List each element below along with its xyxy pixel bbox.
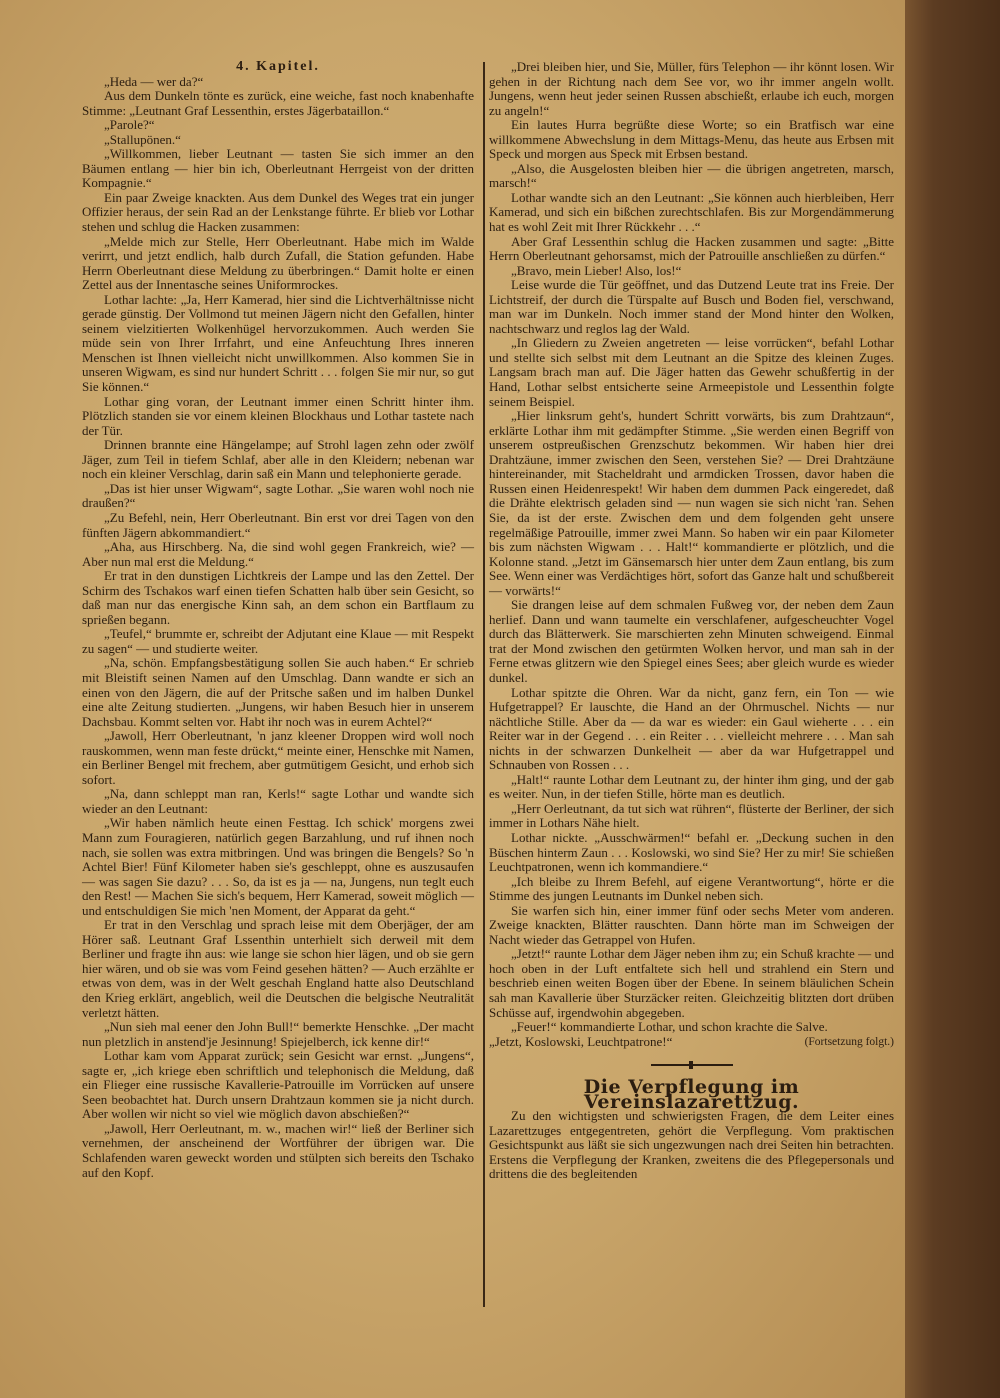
story-paragraph: „Jawoll, Herr Oberleutnant, 'n janz kleener Droppen wird woll noch rauskommen, wenn man feste drückt,“ meinte einer, Henschke mit Namen, ein Berliner Bengel mit frechem, aber gutmütigem Gesicht, und erhob sich sofort. [82,728,474,787]
chapter-heading: 4. Kapitel. [236,59,320,74]
story-paragraph: „Jawoll, Herr Oerleutnant, m. w., machen wir!“ ließ der Berliner sich vernehmen, der anscheinend der Wortführer der übrigen war. Die Schlafenden waren geweckt worden und stülpten sich bereits den Tschako auf den Kopf. [82,1120,474,1180]
story-paragraph: Lothar wandte sich an den Leutnant: „Sie können auch hierbleiben, Herr Kamerad, und sich ein bißchen zurechtschlafen. Bis zur Morgendämmerung hat es wohl Zeit mit Ihrer Rückkehr . . .“ [489,189,894,235]
story-paragraph: „Wir haben nämlich heute einen Festtag. Ich schick' morgens zwei Mann zum Fouragieren, natürlich gegen Barzahlung, und ruf ihnen noch nach, sie sollen was extra mitbringen. Und was bringen die Bengels? So 'n Achtel Bier! Fünf Kilometer haben sie's geschleppt, ohne es auszusaufen — was sagen Sie dazu? . . . So, da ist es ja — na, Jungens, nun teglt euch den Rest! — Machen Sie sich's bequem, Herr Kamerad, soweit möglich — und entschuldigen Sie mich 'nen Moment, der Apparat da geht.“ [82,815,474,918]
article-title: Die Verpflegung im Vereinslazarettzug. [583,1076,800,1113]
right-column [489,60,894,1182]
story-paragraph: Sie warfen sich hin, einer immer fünf oder sechs Meter vom anderen. Zweige knackten, Blätter rauschten. Dann hörte man im Schweigen der Nacht wieder das Getrappel von Hufen. [489,902,894,947]
story-paragraph: Sie drangen leise auf dem schmalen Fußweg vor, der neben dem Zaun herlief. Dann und wann taumelte ein verschlafener, aufgescheuchter Vogel durch das Blätterwerk. Sie marschierten zehn Minuten schweigend. Einmal trat der Mond zwischen den getürmten Wolken hervor, und man sah in der Ferne etwas glitzern wie den Spiegel eines Sees; aber gleich wurde es wieder dunkel. [489,597,894,685]
story-paragraph: „Na, schön. Empfangsbestätigung sollen Sie auch haben.“ Er schrieb mit Bleistift seinen Namen auf den Umschlag. Dann wandte er sich an einen von den Jägern, die auf der Pritsche saßen und im halben Dunkel eine alte Zeitung studierten. „Jungens, wir haben Besuch hier in unserem Dachsbau. Kommt selten vor. Habt ihr noch was in eurem Achtel?“ [82,655,474,729]
story-text-right [489,60,894,1035]
story-paragraph: „Jetzt!“ raunte Lothar dem Jäger neben ihm zu; ein Schuß krachte — und hoch oben in der Luft entfaltete sich hell und strahlend ein Stern und beschrieb einen weiten Bogen über der Ebene. In seinem bläulichen Schein sah man Kavallerie über Sturzäcker reiten. Gleichzeitig blitzten dort drüben Schüsse auf, irgendwohin abgegeben. [489,946,894,1020]
article-body: Zu den wichtigsten und schwierigsten Fragen, die dem Leiter eines Lazarettzuges entgegentreten, gehört die Verpflegung. Vom praktischen Gesichtspunkt aus läßt sie sich ungezwungen nach drei Seiten hin betrachten. Erstens die Verpflegung der Kranken, zweitens die des Pflegepersonals und drittens die des begleitenden [489,1108,894,1182]
story-paragraph: „Herr Oerleutnant, da tut sich wat rühren“, flüsterte der Berliner, der sich immer in Lothars Nähe hielt. [489,800,894,831]
story-paragraph: Er trat in den dunstigen Lichtkreis der Lampe und las den Zettel. Der Schirm des Tschakos warf einen tiefen Schatten halb über sein Gesicht, so daß man nur das energische Kinn sah, an dem schon ein Bartflaum zu sprießen begann. [82,568,474,627]
story-paragraph: „Teufel,“ brummte er, schreibt der Adjutant eine Klaue — mit Respekt zu sagen“ — und studierte weiter. [82,626,474,656]
story-last-line: „Jetzt, Koslowski, Leuchtpatrone!“ [489,1033,673,1049]
story-paragraph: Aber Graf Lessenthin schlug die Hacken zusammen und sagte: „Bitte Herrn Oberleutnant gehorsamst, mich der Patrouille anschließen zu dürfen.“ [489,233,894,264]
story-paragraph: „Also, die Ausgelosten bleiben hier — die übrigen angetreten, marsch, marsch!“ [489,160,894,191]
story-paragraph: „Willkommen, lieber Leutnant — tasten Sie sich immer an den Bäumen entlang — hier bin ich, Oberleutnant Herrgeist von der dritten Kompagnie.“ [82,146,474,191]
story-paragraph: „Zu Befehl, nein, Herr Oberleutnant. Bin erst vor drei Tagen von den fünften Jägern abkommandiert.“ [82,509,474,540]
story-paragraph: Lothar nickte. „Ausschwärmen!“ befahl er. „Deckung suchen in den Büschen hinterm Zaun . . . Koslowski, wo sind Sie? Her zu mir! Sie schießen Leuchtpatronen, wenn ich kommandiere.“ [489,829,894,875]
story-paragraph: Drinnen brannte eine Hängelampe; auf Strohl lagen zehn oder zwölf Jäger, zum Teil in tiefem Schlaf, aber alle in den Kleidern; nebenan war noch ein kleiner Verschlag, darin saß ein Mann und telephonierte gerade. [82,437,474,482]
story-paragraph: Ein paar Zweige knackten. Aus dem Dunkel des Weges trat ein junger Offizier heraus, der sein Rad an der Lenkstange führte. Er blieb vor Lothar stehen und schlug die Hacken zusammen: [82,189,474,235]
story-paragraph: „Stallupönen.“ [104,131,181,147]
story-paragraph: Lothar spitzte die Ohren. War da nicht, ganz fern, ein Ton — wie Hufgetrappel? Er lauschte, die Hand an der Ohrmuschel. Nichts — nur nächtliche Stille. Aber da — da war es wieder: ein Gaul wieherte . . . ein Reiter war in der Gegend . . . ein Reiter . . . vielleicht mehrere . . . Man sah nichts in der schwarzen Dunkelheit — aber da war Hufgetrappel und Schnauben von Rossen . . . [489,684,894,773]
story-paragraph: Lothar kam vom Apparat zurück; sein Gesicht war ernst. „Jungens“, sagte er, „ich kriege eben schriftlich und telephonisch die Meldung, daß ein Flieger eine russische Kavallerie-Patrouille im Vorrücken auf unsere Seen beobachtet hat. Durch unsern Drahtzaun kommen sie ja nicht durch. Aber wollen wir nicht so viel wie möglich davon abschießen?“ [82,1048,474,1122]
story-paragraph: Er trat in den Verschlag und sprach leise mit dem Oberjäger, der am Hörer saß. Leutnant Graf Lssenthin unterhielt sich derweil mit dem Berliner und fragte ihn aus: wie lange sie schon hier lägen, und ob sie gern hier wären, und ob sie was vom Feind gesehen hätten? — Auch erzählte er etwas von dem, was in der Welt geschah England hatte also Deutschland den Krieg erklärt, angeblich, weil die Deutschen die belgische Neutralität verletzt hätten. [82,917,474,1020]
story-paragraph: „Das ist hier unser Wigwam“, sagte Lothar. „Sie waren wohl noch nie draußen?“ [82,480,474,511]
story-paragraph: „Halt!“ raunte Lothar dem Leutnant zu, der hinter ihm ging, und der gab es weiter. Nun, in der tiefen Stille, hörte man es deutlich. [489,771,894,802]
story-paragraph: Lothar lachte: „Ja, Herr Kamerad, hier sind die Lichtverhältnisse nicht gerade günstig. Der Vollmond tut meinen Jägern nicht den Gefallen, hinter seinem vielzitierten Wolkenhügel hervorzukommen. Auch werden Sie müde sein von Ihrer Irrfahrt, und eine Anfeuchtung Ihres inneren Menschen ist Ihnen vielleicht nicht unwillkommen. Also kommen Sie in unseren Wigwam, es sind nur hundert Schritt . . . folgen Sie mir nur, so gut Sie können.“ [82,291,474,395]
story-paragraph: Leise wurde die Tür geöffnet, und das Dutzend Leute trat ins Freie. Der Lichtstreif, der durch die Türspalte auf Busch und Boden fiel, verschwand, man war im Dunkeln. Noch immer stand der Mond hinter den Wolken, nachtschwarz und reglos lag der Wald. [489,277,894,336]
story-paragraph: „Drei bleiben hier, und Sie, Müller, fürs Telephon — ihr könnt losen. Wir gehen in der Richtung nach dem See vor, wo ihr immer angeln wollt. Jungens, wenn heut jeder seinen Russen abschießt, erlaube ich euch, morgen zu angeln!“ [489,59,894,118]
story-paragraph: „Melde mich zur Stelle, Herr Oberleutnant. Habe mich im Walde verirrt, und jetzt endlich, halb durch Zufall, die Station gefunden. Habe Herrn Oberleutnant diese Meldung zu überbringen.“ Damit holte er einen Zettel aus der Innentasche seines Uniformrockes. [82,233,474,293]
left-column [82,60,474,1180]
story-paragraph: Aus dem Dunkeln tönte es zurück, eine weiche, fast noch knabenhafte Stimme: „Leutnant Graf Lessenthin, erstes Jägerbataillon.“ [82,88,474,118]
story-paragraph: „Na, dann schleppt man ran, Kerls!“ sagte Lothar und wandte sich wieder an den Leutnant: [82,786,474,816]
continuation-note: (Fortsetzung folgt.) [804,1035,894,1048]
column-rule [483,62,485,1307]
story-paragraph: Ein lautes Hurra begrüßte diese Worte; so ein Bratfisch war eine willkommene Abwechslung in dem Mittags-Menu, das heute aus Erbsen mit Speck und morgen aus Speck mit Erbsen bestand. [489,117,894,162]
story-paragraph: „Hier linksrum geht's, hundert Schritt vorwärts, bis zum Drahtzaun“, erklärte Lothar ihm mit gedämpfter Stimme. „Sie werden einen Begriff von unserem ostpreußischen Grenzschutz bekommen. Wir haben hier drei Drahtzäune, immer zwischen den Seen, verstehen Sie? — Drei Drahtzäune hintereinander, mit Stacheldraht und armdicken Trossen, davor haben die Russen einen Heidenrespekt! Wir haben dem dummen Pack eingeredet, daß die Drähte elektrisch geladen sind — nun wagen sie sich nicht 'ran. Sehen Sie, da ist der erste. Zwischen dem und dem folgenden geht unsere regelmäßige Patrouille, immer zwei Mann. So haben wir ein paar Kilometer bis zum nächsten Wigwam . . . Halt!“ kommandierte er plötzlich, und die Kolonne stand. „Jetzt im Gänsemarsch hier unter dem Zaun entlang, bis zum See. Wenn einer was Verdächtiges hört, sofort das Ganze halt und schußbereit — vorwärts!“ [489,408,894,598]
story-text-left [82,75,474,1181]
story-ending [489,1035,894,1050]
story-paragraph: „Bravo, mein Lieber! Also, los!“ [511,262,682,278]
story-paragraph: „Feuer!“ kommandierte Lothar, und schon krachte die Salve. [511,1019,828,1035]
story-paragraph: „Nun sieh mal eener den John Bull!“ bemerkte Henschke. „Der macht nun pletzlich in anstend'je Jesinnung! Spiejelberch, ick kenne dir!“ [82,1019,474,1049]
story-paragraph: „Parole?“ [104,117,155,133]
story-paragraph: „Ich bleibe zu Ihrem Befehl, auf eigene Verantwortung“, hörte er die Stimme des jungen Leutnants im Dunkel neben sich. [489,873,894,904]
story-paragraph: „Heda — wer da?“ [104,73,204,89]
story-paragraph: „Aha, aus Hirschberg. Na, die sind wohl gegen Frankreich, wie? — Aber nun mal erst die Meldung.“ [82,539,474,569]
story-paragraph: „In Gliedern zu Zweien angetreten — leise vorrücken“, befahl Lothar und stellte sich selbst mit dem Leutnant an die Spitze des kleinen Zuges. Langsam brach man auf. Die Jäger hatten das Gewehr schußfertig in der Hand, Lothar selbst entsicherte seine Armeepistole und Lessenthin folgte seinem Beispiel. [489,335,894,409]
page-edge-shadow [905,0,1000,1398]
section-divider [651,1064,733,1066]
story-paragraph: Lothar ging voran, der Leutnant immer einen Schritt hinter ihm. Plötzlich standen sie vor einem kleinen Blockhaus und Lothar tastete nach der Tür. [82,393,474,438]
